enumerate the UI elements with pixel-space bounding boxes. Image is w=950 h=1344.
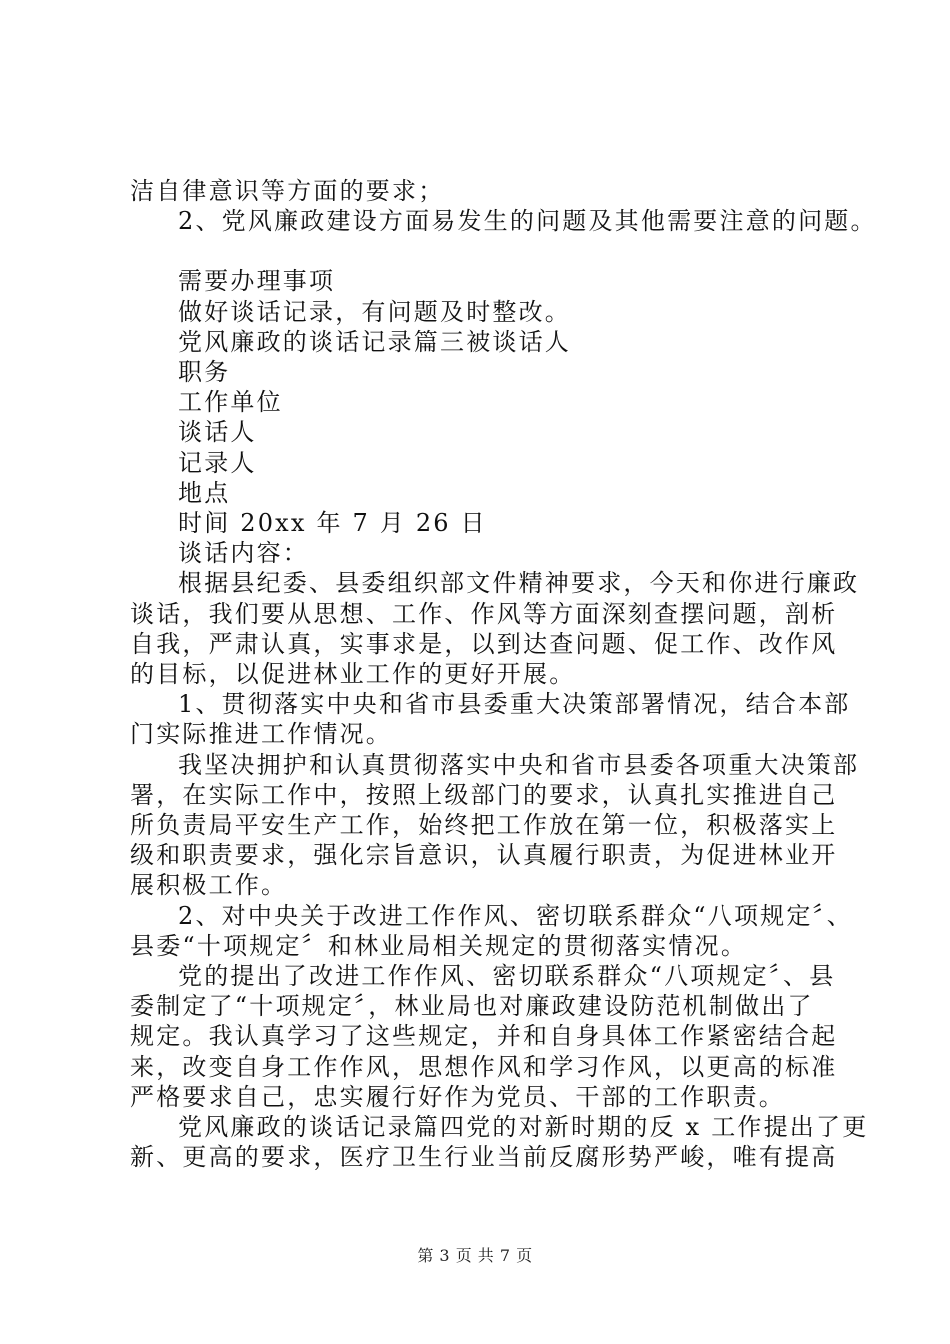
text-line: 党的提出了改进工作作风、密切联系群众“八项规定〞、县 [178, 962, 836, 991]
text-line: 展积极工作。 [130, 871, 288, 900]
text-line: 自我，严肃认真，实事求是，以到达查问题、促工作、改作风 [130, 629, 838, 658]
form-field-label: 时间 20xx 年 7 月 26 日 [178, 509, 487, 538]
text-line: 委制定了“十项规定〞，林业局也对廉政建设防范机制做出了 [130, 992, 814, 1021]
form-field-label: 地点 [178, 478, 231, 507]
text-line: 谈话，我们要从思想、工作、作风等方面深刻查摆问题，剖析 [130, 599, 838, 628]
text-line: 规定。我认真学习了这些规定，并和自身具体工作紧密结合起 [130, 1022, 838, 1051]
text-line: 的目标，以促进林业工作的更好开展。 [130, 660, 576, 689]
section-heading: 党风廉政的谈话记录篇三被谈话人 [178, 327, 571, 356]
text-line: 署，在实际工作中，按照上级部门的要求，认真扎实推进自己 [130, 780, 838, 809]
text-line: 门实际推进工作情况。 [130, 720, 392, 749]
text-line: 党风廉政的谈话记录篇四党的对新时期的反 x 工作提出了更 [178, 1113, 869, 1142]
form-field-label: 记录人 [178, 448, 257, 477]
text-line: 根据县纪委、县委组织部文件精神要求，今天和你进行廉政 [178, 569, 860, 598]
paragraph-gap [130, 236, 840, 266]
page-footer [0, 1243, 950, 1266]
text-line: 县委“十项规定〞和林业局相关规定的贯彻落实情况。 [130, 931, 748, 960]
text-line: 洁自律意识等方面的要求； [130, 177, 445, 205]
form-field-label: 谈话人 [178, 418, 257, 447]
text-line: 级和职责要求，强化宗旨意识，认真履行职责，为促进林业开 [130, 841, 838, 870]
form-field-label: 职务 [178, 358, 231, 387]
document-body [130, 176, 877, 1173]
page-number-label: 第 3 页 共 7 页 [417, 1246, 533, 1265]
text-line: 1、贯彻落实中央和省市县委重大决策部署情况，结合本部 [178, 690, 851, 719]
form-field-label: 谈话内容： [178, 539, 309, 568]
text-line: 做好谈话记录，有问题及时整改。 [178, 297, 571, 326]
text-line: 我坚决拥护和认真贯彻落实中央和省市县委各项重大决策部 [178, 750, 860, 779]
text-line: 2、对中央关于改进工作作风、密切联系群众“八项规定〞、 [178, 901, 853, 930]
section-heading: 需要办理事项 [178, 267, 336, 296]
text-line: 2、党风廉政建设方面易发生的问题及其他需要注意的问题。 [178, 207, 877, 236]
text-line: 来，改变自身工作作风，思想作风和学习作风，以更高的标准 [130, 1052, 838, 1081]
text-line: 严格要求自己，忠实履行好作为党员、干部的工作职责。 [130, 1082, 785, 1111]
form-field-label: 工作单位 [178, 388, 283, 417]
text-line: 新、更高的要求，医疗卫生行业当前反腐形势严峻，唯有提高 [130, 1143, 838, 1172]
text-line: 所负责局平安生产工作，始终把工作放在第一位，积极落实上 [130, 811, 838, 840]
